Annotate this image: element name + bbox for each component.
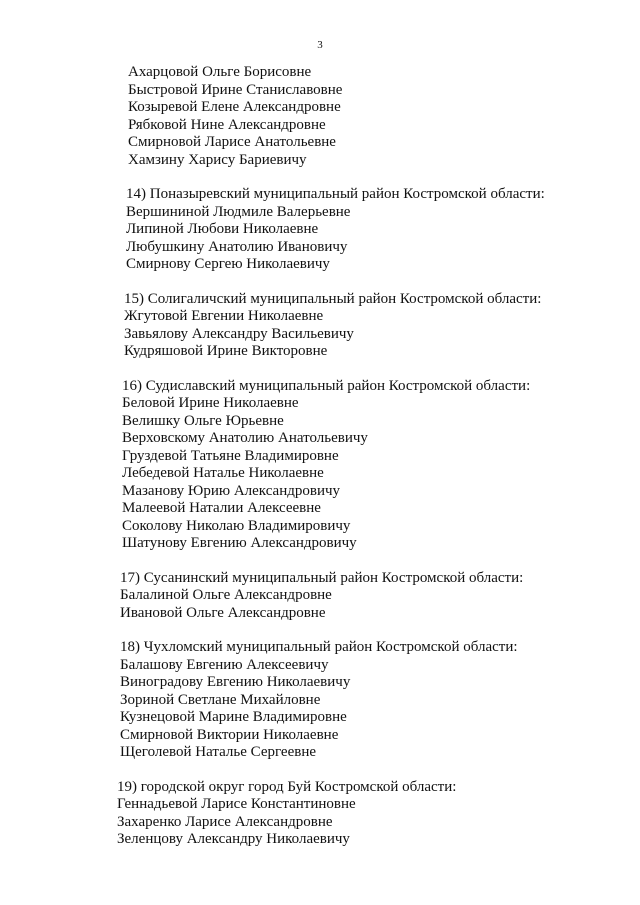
list-item: Козыревой Елене Александровне <box>128 99 341 115</box>
list-item: Вершининой Людмиле Валерьевне <box>126 203 351 220</box>
section-18 <box>120 639 620 762</box>
list-item: Смирновой Виктории Николаевне <box>120 726 339 743</box>
list-item: Смирнову Сергею Николаевичу <box>126 256 330 272</box>
list-item: Груздевой Татьяне Владимировне <box>122 447 339 464</box>
list-item: Беловой Ирине Николаевне <box>122 395 299 411</box>
section-17 <box>120 570 620 623</box>
page-number: 3 <box>317 39 323 51</box>
list-item: Щеголевой Наталье Сергеевне <box>120 744 317 760</box>
list-item: Соколову Николаю Владимировичу <box>122 517 351 534</box>
section-13-continued <box>120 64 620 169</box>
section-heading: 16) Судиславский муниципальный район Костромской области: <box>122 377 531 394</box>
list-item: Лебедевой Наталье Николаевне <box>122 465 324 481</box>
list-item: Виноградову Евгению Николаевичу <box>120 674 351 690</box>
document-body <box>117 64 620 866</box>
list-item: Балашову Евгению Алексеевичу <box>120 656 329 673</box>
section-heading: 14) Поназыревский муниципальный район Костромской области: <box>126 186 545 202</box>
list-item: Ахарцовой Ольге Борисовне <box>128 64 312 80</box>
list-item: Мазанову Юрию Александровичу <box>122 482 341 499</box>
section-19 <box>117 779 620 849</box>
list-item: Быстровой Ирине Станиславовне <box>128 81 343 98</box>
list-item: Зориной Светлане Михайловне <box>120 691 321 708</box>
section-heading: 19) городской округ город Буй Костромской области: <box>117 778 457 795</box>
list-item: Шатунову Евгению Александровичу <box>122 535 357 551</box>
list-item: Зеленцову Александру Николаевичу <box>117 831 350 847</box>
list-item: Кудряшовой Ирине Викторовне <box>124 343 328 359</box>
list-item: Смирновой Ларисе Анатольевне <box>128 134 336 150</box>
section-15 <box>120 291 620 361</box>
list-item: Верховскому Анатолию Анатольевичу <box>122 430 368 446</box>
list-item: Любушкину Анатолию Ивановичу <box>126 238 348 255</box>
section-heading: 15) Солигаличский муниципальный район Костромской области: <box>124 290 542 307</box>
list-item: Хамзину Харису Бариевичу <box>128 151 307 168</box>
list-item: Липиной Любови Николаевне <box>126 221 319 237</box>
list-item: Геннадьевой Ларисе Константиновне <box>117 796 356 812</box>
list-item: Ивановой Ольге Александровне <box>120 604 326 621</box>
section-16 <box>120 378 620 553</box>
list-item: Кузнецовой Марине Владимировне <box>120 709 347 725</box>
list-item: Малеевой Наталии Алексеевне <box>122 500 321 516</box>
list-item: Велишку Ольге Юрьевне <box>122 412 284 429</box>
list-item: Рябковой Нине Александровне <box>128 116 326 133</box>
list-item: Захаренко Ларисе Александровне <box>117 813 333 830</box>
section-14 <box>120 186 620 274</box>
section-heading: 17) Сусанинский муниципальный район Костромской области: <box>120 569 524 586</box>
list-item: Завьялову Александру Васильевичу <box>124 325 354 342</box>
list-item: Жгутовой Евгении Николаевне <box>124 308 324 324</box>
list-item: Балалиной Ольге Александровне <box>120 587 332 603</box>
section-heading: 18) Чухломский муниципальный район Костромской области: <box>120 639 518 655</box>
